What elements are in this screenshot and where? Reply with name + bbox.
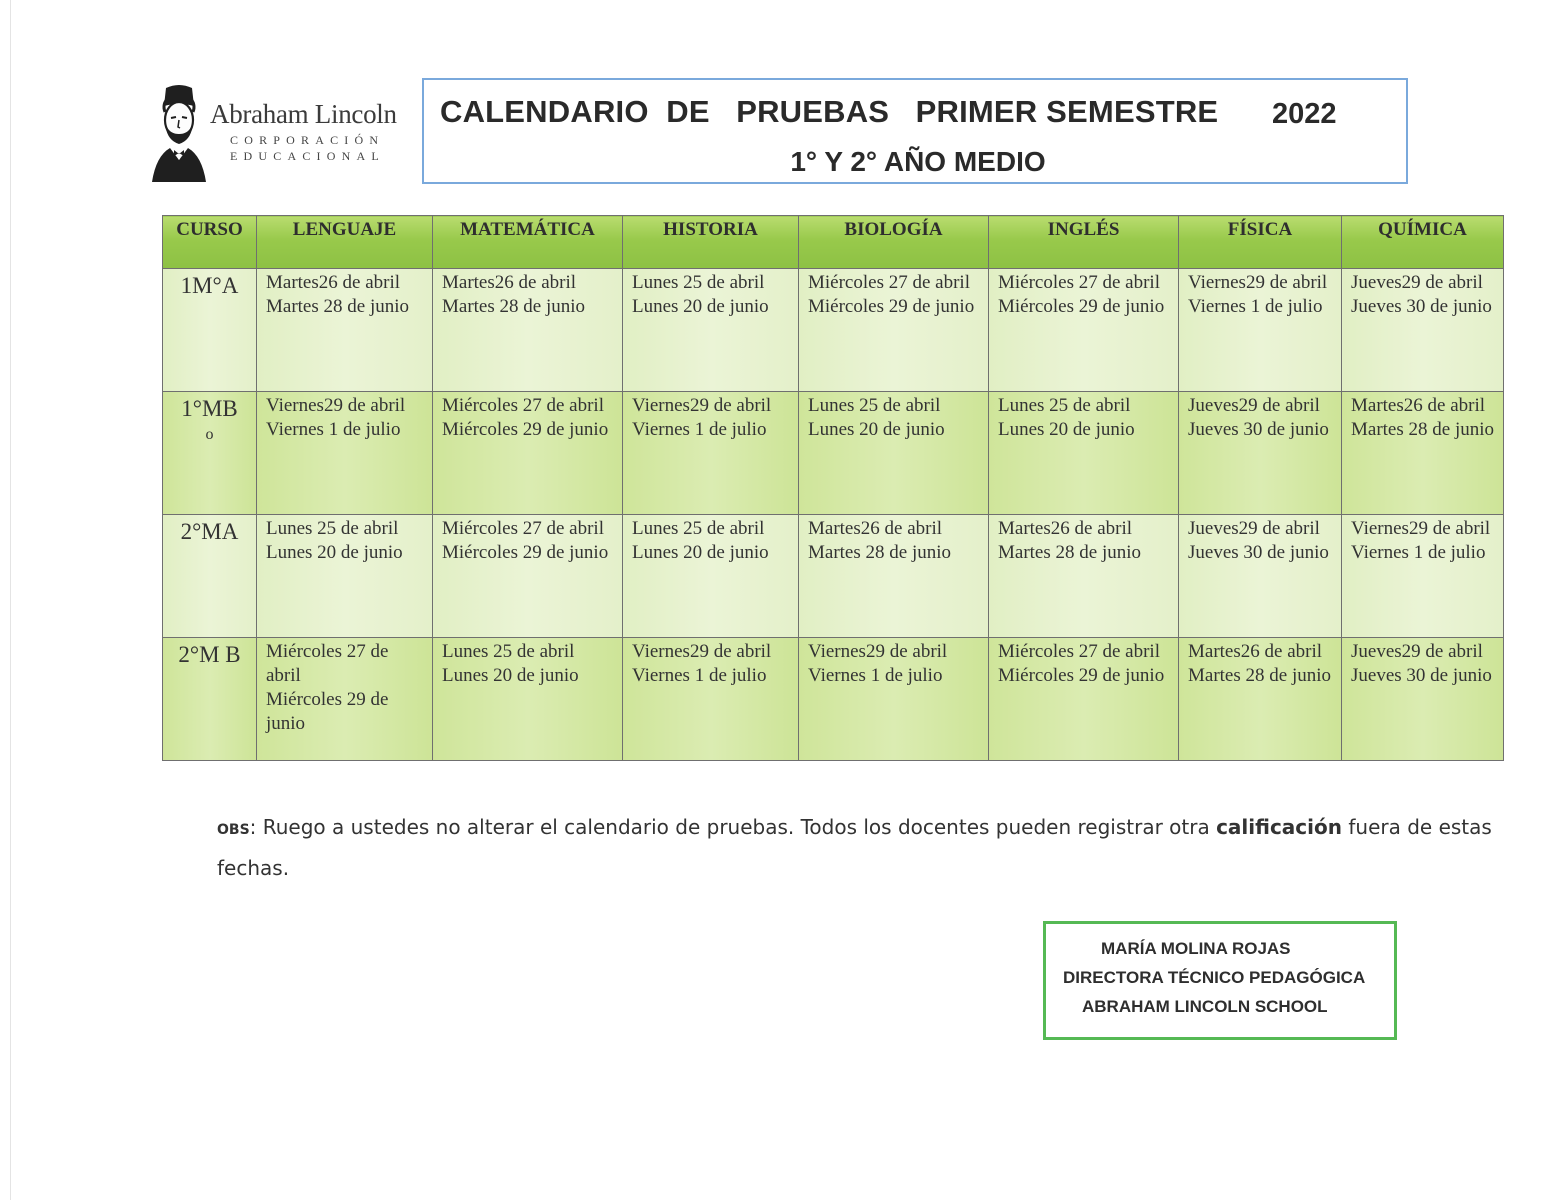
table-cell xyxy=(1342,269,1504,392)
exam-date: Lunes 20 de junio xyxy=(632,296,769,317)
exam-date: Martes26 de abril xyxy=(998,518,1133,539)
column-header: FÍSICA xyxy=(1179,216,1342,269)
title-year: 2022 xyxy=(1272,98,1337,130)
obs-text-after: fuera de estas fechas. xyxy=(217,815,1492,880)
curso-cell xyxy=(163,392,257,515)
exam-date: Miércoles 27 de abril xyxy=(998,641,1160,662)
table-cell xyxy=(1342,638,1504,761)
table-cell xyxy=(433,392,623,515)
table-cell xyxy=(257,638,433,761)
obs-text-before: : Ruego a ustedes no alterar el calendario de pruebas. Todos los docentes pueden registrar otra xyxy=(249,815,1217,839)
exam-date: Lunes 25 de abril xyxy=(808,395,941,416)
exam-date: Viernes29 de abril xyxy=(632,641,772,662)
school-logo xyxy=(148,82,418,188)
column-header: HISTORIA xyxy=(623,216,799,269)
exam-date: Martes 28 de junio xyxy=(266,296,410,317)
table-cell xyxy=(799,392,989,515)
column-header: QUÍMICA xyxy=(1342,216,1504,269)
exam-date: Martes26 de abril xyxy=(442,272,577,293)
exam-date: Jueves 30 de junio xyxy=(1351,665,1492,686)
exam-date: Miércoles 29 de junio xyxy=(442,419,609,440)
exam-date: Miércoles 27 de abril xyxy=(998,272,1160,293)
exam-date: Lunes 20 de junio xyxy=(998,419,1135,440)
signature-role: DIRECTORA TÉCNICO PEDAGÓGICA xyxy=(1063,968,1366,987)
signature-school: ABRAHAM LINCOLN SCHOOL xyxy=(1082,997,1328,1016)
table-cell xyxy=(799,638,989,761)
logo-name: Abraham Lincoln xyxy=(210,99,397,129)
exam-date: Martes26 de abril xyxy=(1351,395,1486,416)
table-row xyxy=(163,638,1504,761)
table-cell xyxy=(1179,269,1342,392)
lincoln-portrait-icon xyxy=(148,82,210,186)
table-cell xyxy=(799,515,989,638)
obs-label: OBS xyxy=(217,822,250,838)
table-cell xyxy=(433,515,623,638)
curso-cell xyxy=(163,515,257,638)
title-box xyxy=(422,78,1408,184)
exam-date: Viernes 1 de julio xyxy=(808,665,943,686)
exam-date: Lunes 25 de abril xyxy=(632,518,765,539)
logo-subtitle-2: EDUCACIONAL xyxy=(230,149,385,163)
exam-date: Martes 28 de junio xyxy=(1188,665,1332,686)
exam-date: Jueves29 de abril xyxy=(1188,395,1320,416)
table-cell xyxy=(1179,515,1342,638)
exam-date: Jueves29 de abril xyxy=(1351,272,1483,293)
curso-cell xyxy=(163,638,257,761)
table-row xyxy=(163,515,1504,638)
table-cell xyxy=(1342,515,1504,638)
table-row xyxy=(163,392,1504,515)
signature-name: MARÍA MOLINA ROJAS xyxy=(1101,939,1291,958)
table-cell xyxy=(989,269,1179,392)
page-title: CALENDARIO DE PRUEBAS PRIMER SEMESTRE xyxy=(440,94,1219,129)
table-header-row xyxy=(163,216,1504,269)
curso-label: 2°M B xyxy=(178,642,241,667)
table-cell xyxy=(257,392,433,515)
exam-date: Viernes 1 de julio xyxy=(266,419,401,440)
exam-date: Jueves29 de abril xyxy=(1351,641,1483,662)
table-cell xyxy=(257,269,433,392)
exam-date: Miércoles 29 de junio xyxy=(442,542,609,563)
exam-date: Lunes 20 de junio xyxy=(632,542,769,563)
table-cell xyxy=(257,515,433,638)
table-cell xyxy=(623,269,799,392)
exam-date: Miércoles 27 de abril xyxy=(808,272,970,293)
column-header: BIOLOGÍA xyxy=(799,216,989,269)
obs-bold-word: calificación xyxy=(1216,815,1342,839)
exam-date: Lunes 25 de abril xyxy=(632,272,765,293)
exam-date: Miércoles 27 de abril xyxy=(442,518,604,539)
page-subtitle: 1° Y 2° AÑO MEDIO xyxy=(790,146,1046,177)
exam-date: Martes 28 de junio xyxy=(808,542,952,563)
table-row xyxy=(163,269,1504,392)
curso-label: 1°MB xyxy=(181,396,238,421)
exam-date: Viernes29 de abril xyxy=(1351,518,1491,539)
exam-date: Miércoles 29 de junio xyxy=(998,296,1165,317)
column-header: CURSO xyxy=(163,216,257,269)
exam-schedule-table xyxy=(162,215,1504,761)
column-header: MATEMÁTICA xyxy=(433,216,623,269)
exam-date: Miércoles 29 de junio xyxy=(998,665,1165,686)
exam-date: Jueves 30 de junio xyxy=(1188,419,1329,440)
exam-date: Viernes29 de abril xyxy=(632,395,772,416)
exam-date: Viernes29 de abril xyxy=(266,395,406,416)
exam-date: Lunes 25 de abril xyxy=(442,641,575,662)
table-cell xyxy=(623,392,799,515)
observation-note xyxy=(217,808,1507,887)
exam-date: Lunes 20 de junio xyxy=(442,665,579,686)
exam-date: Viernes 1 de julio xyxy=(632,419,767,440)
table-cell xyxy=(799,269,989,392)
table-cell xyxy=(1179,392,1342,515)
exam-date: Viernes 1 de julio xyxy=(1351,542,1486,563)
exam-date: Miércoles 27 de abril xyxy=(266,641,389,686)
column-header: INGLÉS xyxy=(989,216,1179,269)
exam-date: Martes26 de abril xyxy=(266,272,401,293)
page-edge xyxy=(10,0,11,1200)
exam-date: Martes26 de abril xyxy=(808,518,943,539)
exam-date: Viernes29 de abril xyxy=(1188,272,1328,293)
table-cell xyxy=(989,515,1179,638)
exam-date: Jueves 30 de junio xyxy=(1351,296,1492,317)
exam-date: Viernes 1 de julio xyxy=(632,665,767,686)
exam-date: Jueves 30 de junio xyxy=(1188,542,1329,563)
table-cell xyxy=(433,638,623,761)
exam-date: Viernes29 de abril xyxy=(808,641,948,662)
exam-date: Viernes 1 de julio xyxy=(1188,296,1323,317)
table-cell xyxy=(433,269,623,392)
curso-cell xyxy=(163,269,257,392)
exam-date: Miércoles 29 de junio xyxy=(266,689,389,734)
column-header: LENGUAJE xyxy=(257,216,433,269)
exam-date: Lunes 25 de abril xyxy=(266,518,399,539)
exam-date: Martes26 de abril xyxy=(1188,641,1323,662)
exam-date: Lunes 20 de junio xyxy=(266,542,403,563)
exam-date: Martes 28 de junio xyxy=(1351,419,1495,440)
curso-mark: o xyxy=(205,426,214,443)
table-cell xyxy=(1179,638,1342,761)
exam-date: Lunes 20 de junio xyxy=(808,419,945,440)
exam-date: Miércoles 29 de junio xyxy=(808,296,975,317)
table-cell xyxy=(1342,392,1504,515)
curso-label: 2°MA xyxy=(180,519,239,544)
exam-date: Jueves29 de abril xyxy=(1188,518,1320,539)
exam-date: Miércoles 27 de abril xyxy=(442,395,604,416)
exam-date: Martes 28 de junio xyxy=(998,542,1142,563)
logo-subtitle-1: CORPORACIÓN xyxy=(230,133,385,147)
table-cell xyxy=(623,638,799,761)
table-cell xyxy=(623,515,799,638)
table-cell xyxy=(989,638,1179,761)
table-cell xyxy=(989,392,1179,515)
exam-date: Lunes 25 de abril xyxy=(998,395,1131,416)
curso-label: 1M°A xyxy=(180,273,239,298)
signature-box xyxy=(1043,921,1397,1040)
exam-date: Martes 28 de junio xyxy=(442,296,586,317)
